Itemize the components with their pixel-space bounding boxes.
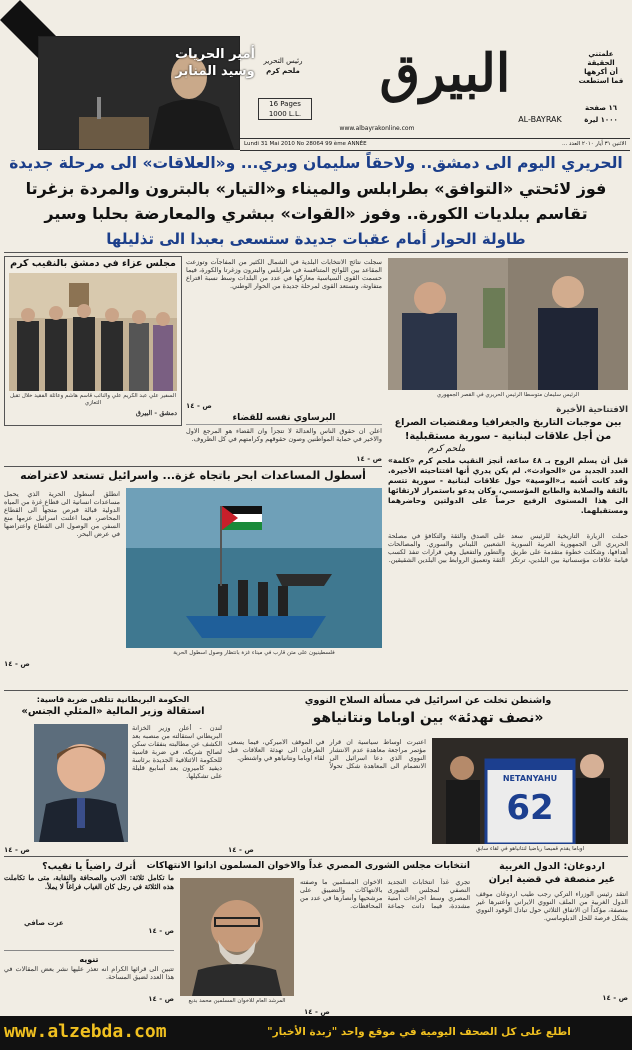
editorial-box <box>186 412 382 462</box>
erdogan-story <box>476 860 628 1010</box>
promo-title-line-1: أمير الحريات <box>174 47 256 62</box>
nuclear-text: اعتبرت اوساط سياسية ان قرار مؤتمر مراجعة معاهدة عدم الانتشار النووي الذي دعا اسرائيل الى الانضمام الى المعاهدة شكل تحولاً في الموقف الاميركي، فيما يسعى الطرفان الى تهدئة العلاقات قبل لقاء اوباما ونتانياهو في واشنطن. <box>228 738 426 770</box>
pages-en: 16 Pages <box>269 100 301 108</box>
notice-box <box>4 954 174 1010</box>
divider <box>4 690 628 691</box>
athrak-text: ما تكامل ثلاثة: الادب والصحافة والنقابة، متى ما تكاملت هذه الثلاثة في رجل كان الغياب فراغاً لا يملأ. <box>4 873 174 891</box>
nuclear-kicker: واشنطن تخلت عن اسرائيل في مسألة السلاح النووي <box>304 695 552 706</box>
editorial-title: البرساوي نفسه للقضاء <box>186 412 382 425</box>
condolence-city: دمشق - البيرق <box>135 409 177 417</box>
gaza-photo <box>126 488 382 648</box>
erdogan-title: غير منصفة في قضية ايران <box>488 874 616 885</box>
masthead <box>0 0 632 150</box>
date-ar: الاثنين ٣١ أيار ٢٠١٠ العدد ... <box>561 141 626 147</box>
nuclear-title: «نصف تهدئة» بين اوباما ونتانياهو <box>312 710 544 726</box>
promo-title-line-2: وسيد المنابر <box>175 64 255 79</box>
divider <box>4 466 382 467</box>
nuclear-story <box>228 694 628 734</box>
editor-box <box>248 56 318 76</box>
divider <box>4 856 628 857</box>
egypt-photo <box>180 878 294 996</box>
editor-label: رئيس التحرير <box>263 57 303 65</box>
logo <box>345 42 545 112</box>
date-en: Lundi 31 Mai 2010 No 28064 99 ème ANNÉE <box>244 141 367 147</box>
footer-slogan: اطلع على كل الصحف اليومية في موقع واحد "زبدة الأخبار" <box>267 1026 571 1038</box>
logo-latin: AL-BAYRAK <box>518 115 562 124</box>
price-ar: ١٠٠٠ ليرة <box>584 116 618 124</box>
notice-text: تتبين الى قرائها الكرام انه تعذر عليها نشر بعض المقالات في هذا العدد لضيق المساحة. <box>4 965 174 981</box>
lead-story-sig: ص - ١٤ <box>186 402 212 410</box>
cameron-text: لندن - أعلن وزير الخزانة البريطاني استقالته من منصبه بعد الكشف عن مطالبته بنفقات سكن لصالح شريكه، في ضربة قاسية للحكومة الائتلافية الجديدة برئاسة ديفيد كاميرون بعد أسابيع قليلة على تشكيلها. <box>132 724 222 780</box>
opening-kicker: الافتتاحية الأخيرة <box>556 405 628 415</box>
nuclear-photo <box>432 738 628 844</box>
condolence-caption: السفير علي عبد الكريم علي والنائب قاسم هاشم وعائلة الفقيد خلال تقبل التعازي <box>9 393 177 406</box>
two-men-figures <box>388 258 628 390</box>
erdogan-sig: ص - ١٤ <box>602 994 628 1002</box>
editorial-text: اعلن ان حقوق الناس والعدالة لا تتجزأ وان القضاء هو المرجع الاول والاخير في حماية المواطنين وصون حقوقهم وكرامتهم في كل الظروف. <box>186 427 382 443</box>
price-box-ar <box>575 102 627 126</box>
nuclear-sig: ص - ١٤ <box>228 846 254 854</box>
condolence-photo <box>9 273 177 391</box>
price-en: 1000 L.L. <box>268 110 302 118</box>
footer-banner <box>0 1016 632 1050</box>
gaza-title: أسطول المساعدات ابحر باتجاه غزة... واسرائيل تستعد لاعتراضه <box>20 469 366 482</box>
nuclear-caption: اوباما يقدم قميصاً رياضياً لنتانياهو في لقاء سابق <box>475 846 585 852</box>
condolence-title: مجلس عزاء في دمشق بالنقيب كرم <box>10 258 176 269</box>
editorial-sig: ص - ١٤ <box>356 455 382 463</box>
gaza-text: انطلق أسطول الحرية الذي يحمل مساعدات انسانية الى قطاع غزة من المياه الدولية قبالة قبرص متجهاً الى القطاع المحاصر، فيما اعلنت اسرائيل عزمها منع السفن من الوصول الى القطاع واعتراضها في عرض البحر. <box>4 490 120 538</box>
website-top: www.albayrakonline.com <box>339 125 415 132</box>
hariri-photo <box>388 258 628 390</box>
opening-author: ملحم كرم <box>428 444 466 454</box>
headline-2: فوز لائحتي «التوافق» بطرابلس والميناء و«التيار» بالبترون والمردة بزغرتا <box>25 179 607 198</box>
egypt-caption: المرشد العام للاخوان المسلمين محمد بديع <box>188 998 286 1004</box>
portrait <box>34 724 128 842</box>
egypt-sig: ص - ١٤ <box>304 1008 330 1016</box>
egypt-text: تجري غداً انتخابات التجديد النصفي لمجلس الشورى المصري وسط اجراءات أمنية مشددة، فيما دانت جماعة الاخوان المسلمين ما وصفته بالانتهاكات والتضييق على مرشحيها وأنصارها في عدد من المحافظات. <box>300 878 470 910</box>
condolence-box <box>4 256 182 426</box>
erdogan-text: انتقد رئيس الوزراء التركي رجب طيب اردوغان موقف الدول الغربية من الملف النووي الايراني واعتبرها غير منصفة، مؤكداً ان الاتفاق الثلاثي حول تبادل الوقود النووي يشكل فرصة للحل الدبلوماسي. <box>476 890 628 922</box>
portrait <box>180 878 294 996</box>
price-box-en <box>258 98 312 120</box>
lead-story-text: سجلت نتائج الانتخابات البلدية في الشمال الكثير من المفاجآت وتوزعت المقاعد بين اللوائح المتنافسة في طرابلس والبترون وزغرتا والكورة، فيما حسمت القوى السياسية معاركها في عدد من البلدات وسط نسبة اقتراع متفاوتة، وتستعد القوى لمرحلة جديدة من الحوار الوطني. <box>186 258 382 290</box>
pages-ar: ١٦ صفحة <box>584 104 618 112</box>
egypt-title: انتخابات مجلس الشورى المصري غداً والاخوان المسلمون ادانوا الانتهاكات <box>146 861 470 871</box>
jersey-number: 62 <box>506 788 554 828</box>
opening-title-1: بين موجبات التاريخ والجغرافيا ومقتضيات الصراع <box>394 417 622 428</box>
gaza-sig: ص - ١٤ <box>4 660 30 668</box>
erdogan-kicker: اردوغان: الدول الغربية <box>499 861 605 872</box>
boat-scene <box>126 488 382 648</box>
editor-name: ملحم كرم <box>266 67 300 75</box>
cameron-sig: ص - ١٤ <box>4 846 30 854</box>
notice-title: تنويه <box>79 955 99 964</box>
gaza-caption: فلسطينيون على متن قارب في ميناء غزة بانتظار وصول أسطول الحرية <box>173 650 335 656</box>
group-figures <box>9 273 177 391</box>
athrak-author: عزت صافي <box>24 919 64 927</box>
logo-text: البيرق <box>379 43 511 104</box>
opening-title-2: من أجل علاقات لبنانية - سورية مستقبلية! <box>404 431 612 442</box>
motto-line-4: فما استطعت <box>578 77 624 85</box>
jersey-name: NETANYAHU <box>502 774 558 783</box>
hariri-photo-caption: الرئيس سليمان متوسطاً الرئيس الحريري في القصر الجمهوري <box>436 392 580 398</box>
athrak-box <box>4 860 174 951</box>
divider <box>4 252 628 253</box>
athrak-title: أترك راضياً يا نقيب؟ <box>42 861 136 872</box>
motto-line-2: الحقيقة <box>587 59 615 67</box>
headline-1: الحريري اليوم الى دمشق.. ولاحقاً سليمان وبري... و«العلاقات» الى مرحلة جديدة <box>9 154 623 172</box>
opening-editorial <box>388 404 628 684</box>
opening-body: حملت الزيارة التاريخية للرئيس سعد الحريري الى الجمهورية العربية السورية أهدافها، وشكلت خطوة متقدمة على طريق قيامة علاقات مؤسساتية بين البلدين، ترتكز على الصدق والثقة والتكافؤ في مصلحة الشعبين اللبناني والسوري. والمصالحات والتطور والتفعيل وهي قرارات تنفذ لكسب الثقة وتعميق الروابط بين البلدين الشقيقين. <box>388 532 628 564</box>
headline-4: طاولة الحوار أمام عقبات جديدة ستسعى بعبدا الى تذليلها <box>106 230 526 248</box>
cameron-photo <box>34 724 128 842</box>
opening-bold-text: قبل أن يسلم الروح بـ ٤٨ ساعة، أنجز النقيب ملحم كرم «كلمة» العدد الجديد من «الحوادث». لم يكن يدري أنها افتتاحيته الأخيرة. وقد كانت أشبه بـ«الوصية» حول علاقات لبنانية - سورية تتسم بالثقة والصلابة والطابع المؤسسي، وكان يدعو باستمرار لارتقائها الى هذا المستوى الرفيع حرصاً على الدولتين وحاضرهما ومستقبلهما. <box>388 456 628 515</box>
headline-3: تقاسم ببلديات الكورة.. وفوز «القوات» ببشري والمعارضة بحلبا وسير <box>44 204 588 223</box>
motto-line-3: أن أكرهها <box>584 68 618 76</box>
notice-sig: ص - ١٤ <box>148 995 174 1003</box>
date-bar <box>240 138 630 151</box>
motto <box>575 50 627 86</box>
cameron-title: استقالة وزير المالية «المثلي الجنس» <box>21 706 205 717</box>
footer-site: www.alzebda.com <box>4 1021 167 1042</box>
motto-line-1: علمتني <box>588 50 614 58</box>
cameron-kicker: الحكومة البريطانية تتلقى ضربة قاسية: <box>36 695 190 704</box>
athrak-sig: ص - ١٤ <box>148 927 174 935</box>
